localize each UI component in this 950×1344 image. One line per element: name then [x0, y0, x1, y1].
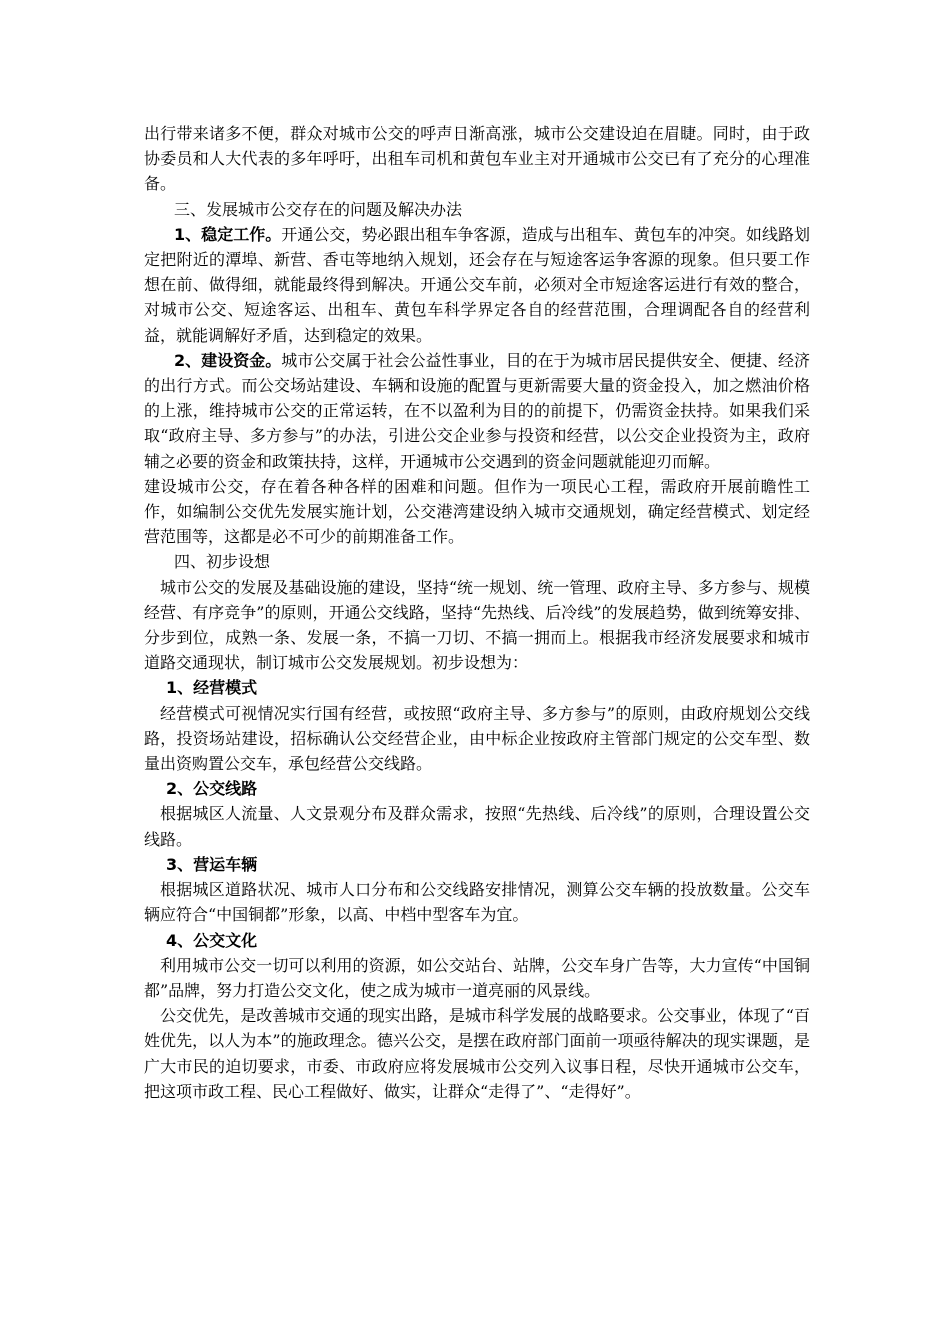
paragraph-operation-mode: 经营模式可视情况实行国有经营，或按照“政府主导、多方参与”的原则，由政府规划公交线路，投资场站建设，招标确认公交经营企业，由中标企业按政府主管部门规定的公交车型、数量出资购置公交车，承包经营公交线路。 [144, 703, 810, 774]
subheading-vehicles: 3、营运车辆 [166, 854, 258, 874]
item-text-funding: 城市公交属于社会公益性事业，目的在于为城市居民提供安全、便捷、经济的出行方式。而公交场站建设、车辆和设施的配置与更新需要大量的资金投入，加之燃油价格的上涨，维持城市公交的正常运转，在不以盈利为目的的前提下，仍需资金扶持。如果我们采取“政府主导、多方参与”的办法，引进公交企业参与投资和经营，以公交企业投资为主，政府辅之必要的资金和政策扶持，这样，开通城市公交遇到的资金问题就能迎刃而解。 [144, 350, 810, 471]
paragraph-vehicles: 根据城区道路状况、城市人口分布和公交线路安排情况，测算公交车辆的投放数量。公交车辆应符合“中国铜都”形象，以高、中档中型客车为宜。 [144, 880, 810, 925]
paragraph-conclusion: 公交优先，是改善城市交通的现实出路，是城市科学发展的战略要求。公交事业，体现了“百姓优先，以人为本”的施政理念。德兴公交，是摆在政府部门面前一项亟待解决的现实课题，是广大市民的迫切要求，市委、市政府应将发展城市公交列入议事日程，尽快开通城市公交车，把这项市政工程、民心工程做好、做实，让群众“走得了”、“走得好”。 [144, 1006, 810, 1101]
item-text-stability: 开通公交，势必跟出租车争客源，造成与出租车、黄包车的冲突。如线路划定把附近的潭埠、新营、香屯等地纳入规划，还会存在与短途客运争客源的现象。但只要工作想在前、做得细，就能最终得到解决。开通公交车前，必须对全市短途客运进行有效的整合，对城市公交、短途客运、出租车、黄包车科学界定各自的经营范围，合理调配各自的经营利益，就能调解好矛盾，达到稳定的效果。 [144, 224, 810, 345]
subheading-bus-routes: 2、公交线路 [166, 779, 258, 799]
subheading-bus-culture: 4、公交文化 [166, 930, 258, 950]
section-heading-3: 三、发展城市公交存在的问题及解决办法 [174, 199, 463, 219]
paragraph-construction: 建设城市公交，存在着各种各样的困难和问题。但作为一项民心工程，需政府开展前瞻性工作，如编制公交优先发展实施计划，公交港湾建设纳入城市交通规划，确定经营模式、划定经营范围等，这都是必不可少的前期准备工作。 [144, 476, 810, 547]
item-label-funding: 2、建设资金。 [174, 350, 282, 370]
item-label-stability: 1、稳定工作。 [174, 224, 282, 244]
paragraph-principle: 城市公交的发展及基础设施的建设，坚持“统一规划、统一管理、政府主导、多方参与、规模经营、有序竞争”的原则，开通公交线路，坚持“先热线、后冷线”的发展趋势，做到统筹安排、分步到位，成熟一条、发展一条，不搞一刀切、不搞一拥而上。根据我市经济发展要求和城市道路交通现状，制订城市公交发展规划。初步设想为： [144, 577, 810, 673]
paragraph-funding [144, 348, 810, 474]
paragraph-stability [144, 222, 810, 348]
subheading-operation-mode: 1、经营模式 [166, 678, 258, 698]
paragraph-bus-culture: 利用城市公交一切可以利用的资源，如公交站台、站牌，公交车身广告等，大力宣传“中国铜都”品牌，努力打造公交文化，使之成为城市一道亮丽的风景线。 [144, 955, 810, 1000]
paragraph-bus-routes: 根据城区人流量、人文景观分布及群众需求，按照“先热线、后冷线”的原则，合理设置公交线路。 [144, 804, 810, 849]
document-page [144, 121, 810, 1104]
paragraph-intro: 出行带来诸多不便，群众对城市公交的呼声日渐高涨，城市公交建设迫在眉睫。同时，由于政协委员和人大代表的多年呼吁，出租车司机和黄包车业主对开通城市公交已有了充分的心理准备。 [144, 124, 810, 194]
section-heading-4: 四、初步设想 [174, 552, 271, 572]
